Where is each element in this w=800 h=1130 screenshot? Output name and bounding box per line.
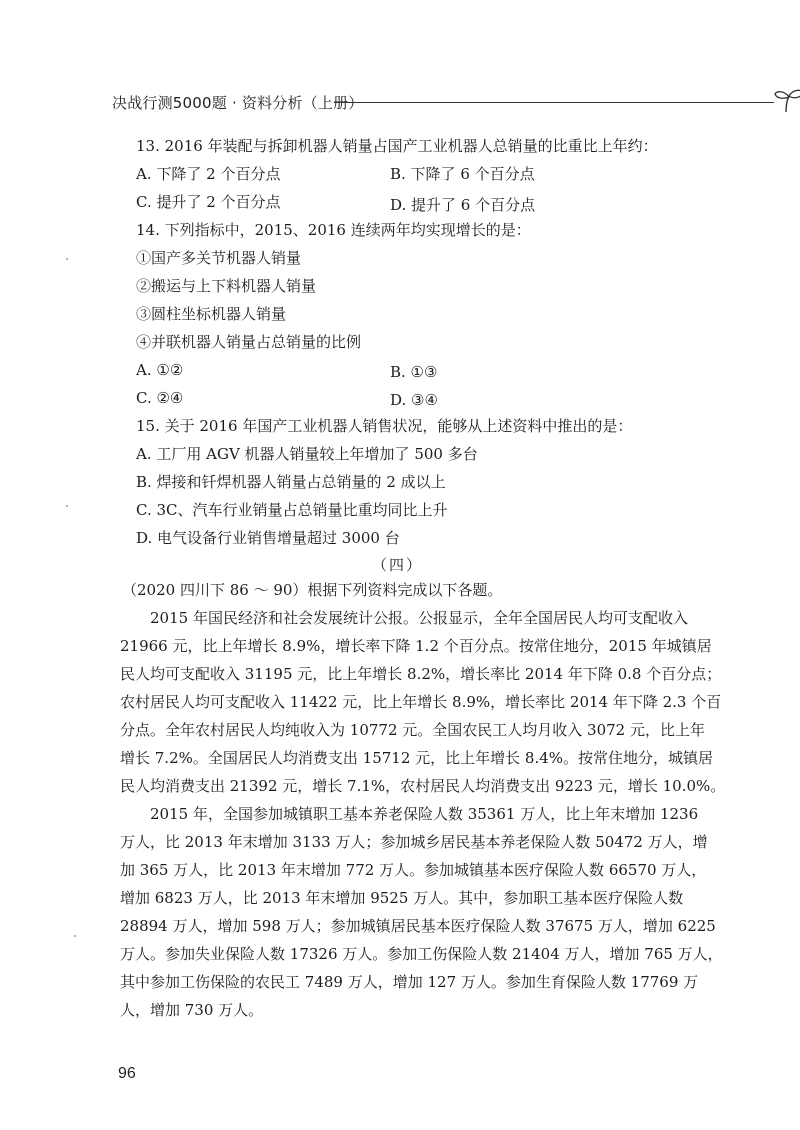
paragraph-2-line: 28894 万人，增加 598 万人；参加城镇居民基本医疗保险人数 37675 万人，增加 6225 xyxy=(120,917,716,935)
paragraph-1-line: 分点。全年农村居民人均纯收入为 10772 元。全国农民工人均月收入 3072 元，比上年 xyxy=(120,721,705,739)
paragraph-2-line: 万人。参加失业保险人数 17326 万人。参加工伤保险人数 21404 万人，增加 765 万人， xyxy=(120,945,723,963)
paragraph-1-line: 21966 元，比上年增长 8.9%，增长率下降 1.2 个百分点。按常住地分，2015 年城镇居 xyxy=(120,637,712,655)
question-14-item-2: ②搬运与上下料机器人销量 xyxy=(136,277,317,295)
scan-speck xyxy=(66,505,68,507)
question-13-option-a: A. 下降了 2 个百分点 xyxy=(136,165,281,183)
header-rule xyxy=(334,102,774,103)
question-13-stem: 13. 2016 年装配与拆卸机器人销量占国产工业机器人总销量的比重比上年约： xyxy=(136,137,658,155)
question-15-stem: 15. 关于 2016 年国产工业机器人销售状况，能够从上述资料中推出的是： xyxy=(136,417,633,435)
question-14-stem: 14. 下列指标中，2015、2016 连续两年均实现增长的是： xyxy=(136,221,531,239)
question-14-item-4: ④并联机器人销量占总销量的比例 xyxy=(136,333,362,351)
paragraph-2-line: 万人，比 2013 年末增加 3133 万人；参加城乡居民基本养老保险人数 50472 万人，增 xyxy=(120,833,708,851)
paragraph-2-line: 人，增加 730 万人。 xyxy=(120,1001,264,1019)
question-15-option-b: B. 焊接和钎焊机器人销量占总销量的 2 成以上 xyxy=(136,473,446,491)
question-15-option-d: D. 电气设备行业销售增量超过 3000 台 xyxy=(136,529,400,547)
paragraph-1-line: 民人均可支配收入 31195 元，比上年增长 8.2%，增长率比 2014 年下降 0.8 个百分点； xyxy=(120,665,722,683)
paragraph-1-line: 增长 7.2%。全国居民人均消费支出 15712 元，比上年增长 8.4%。按常住地分，城镇居 xyxy=(120,749,714,767)
paragraph-2-line: 2015 年，全国参加城镇职工基本养老保险人数 35361 万人，比上年末增加 1236 xyxy=(150,805,699,823)
question-14-item-1: ①国产多关节机器人销量 xyxy=(136,249,302,267)
question-14-item-3: ③圆柱坐标机器人销量 xyxy=(136,305,287,323)
question-13-option-d: D. 提升了 6 个百分点 xyxy=(390,196,536,214)
question-13-option-b: B. 下降了 6 个百分点 xyxy=(390,165,535,183)
page-number: 96 xyxy=(118,1065,136,1082)
question-14-option-c: C. ②④ xyxy=(136,389,184,407)
running-header xyxy=(112,88,702,118)
section-intro: （2020 四川下 86 ～ 90）根据下列资料完成以下各题。 xyxy=(122,581,503,599)
paragraph-2-line: 增加 6823 万人，比 2013 年末增加 9525 万人。其中，参加职工基本医疗保险人数 xyxy=(120,889,684,907)
question-14-option-b: B. ①③ xyxy=(390,363,438,381)
paragraph-1-line: 民人均消费支出 21392 元，增长 7.1%，农村居民人均消费支出 9223 元，增长 10.0%。 xyxy=(120,777,726,795)
question-15-option-a: A. 工厂用 AGV 机器人销量较上年增加了 500 多台 xyxy=(136,445,478,463)
sprout-icon xyxy=(772,88,800,114)
scan-speck xyxy=(74,935,76,937)
section-title: （四） xyxy=(372,556,424,574)
paragraph-1-line: 2015 年国民经济和社会发展统计公报。公报显示，全年全国居民人均可支配收入 xyxy=(150,609,688,627)
question-14-option-d: D. ③④ xyxy=(390,391,438,409)
scan-speck xyxy=(66,258,68,260)
question-13-option-c: C. 提升了 2 个百分点 xyxy=(136,193,281,211)
paragraph-1-line: 农村居民人均可支配收入 11422 元，比上年增长 8.9%，增长率比 2014 年下降 2.3 个百 xyxy=(120,693,722,711)
question-14-option-a: A. ①② xyxy=(136,361,184,379)
paragraph-2-line: 加 365 万人，比 2013 年末增加 772 万人。参加城镇基本医疗保险人数 66570 万人， xyxy=(120,861,707,879)
question-15-option-c: C. 3C、汽车行业销量占总销量比重均同比上升 xyxy=(136,501,448,519)
paragraph-2-line: 其中参加工伤保险的农民工 7489 万人，增加 127 万人。参加生育保险人数 17769 万 xyxy=(120,973,699,991)
book-title: 决战行测5000题 · 资料分析（上册） xyxy=(112,94,364,112)
